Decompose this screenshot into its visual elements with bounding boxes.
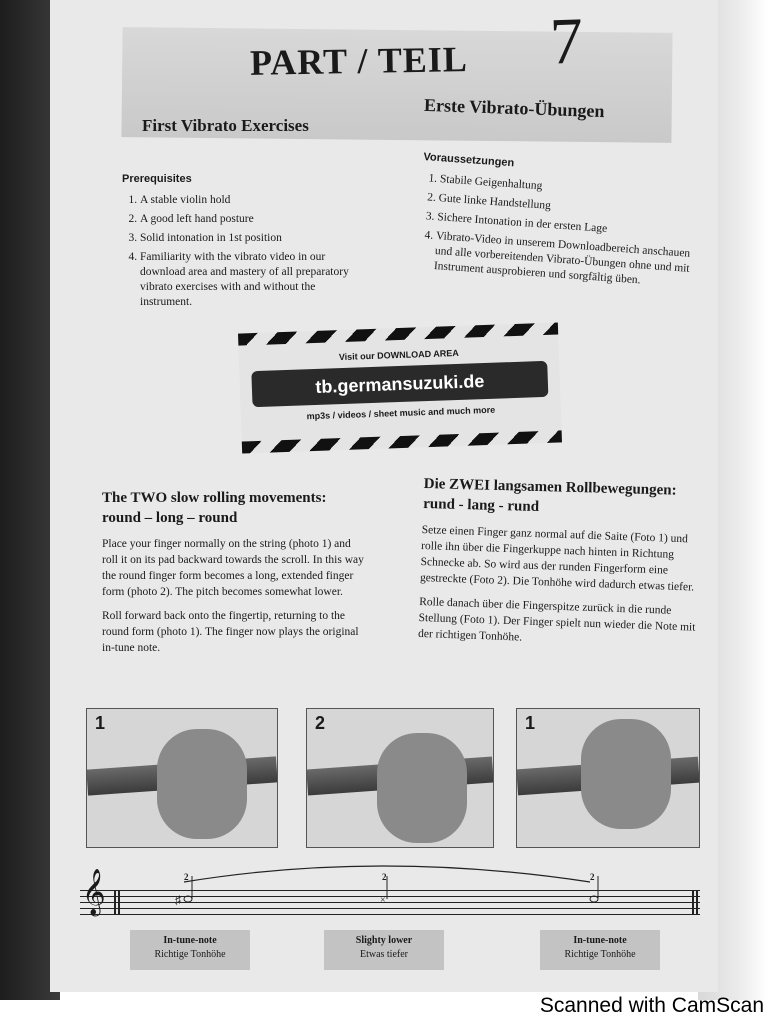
section-heading-de bbox=[423, 474, 677, 521]
note-head bbox=[590, 896, 598, 902]
prerequisites-en bbox=[122, 172, 362, 314]
fingering: 2 bbox=[382, 872, 387, 882]
music-staff bbox=[80, 869, 700, 926]
subtitle-en: First Vibrato Exercises bbox=[142, 116, 309, 135]
subtitle-de: Erste Vibrato-Übungen bbox=[423, 94, 605, 122]
fingering: 2 bbox=[184, 872, 189, 882]
note-label bbox=[130, 930, 250, 970]
note-label bbox=[540, 930, 660, 970]
photo-number: 2 bbox=[315, 713, 326, 733]
photo-number: 1 bbox=[525, 713, 536, 733]
banner-visit-text: Visit our DOWNLOAD AREA bbox=[338, 347, 459, 363]
photo-1 bbox=[86, 708, 278, 848]
note-head bbox=[184, 896, 192, 902]
list-item: 2. Gute linke Handstellung bbox=[438, 191, 710, 225]
hazard-stripes bbox=[238, 322, 558, 345]
label-de: Etwas tiefer bbox=[359, 949, 409, 960]
label-en: In-tune-note bbox=[573, 935, 627, 946]
label-de: Richtige Tonhöhe bbox=[564, 949, 636, 960]
section-body-en bbox=[102, 536, 364, 664]
paragraph: Place your finger normally on the string (photo 1) and roll it on its pad backward towards the scroll. In this way the round finger form becomes a long, extended finger form (photo 2). The pitch becomes somewhat lower. bbox=[102, 538, 364, 598]
list-item: 4. Vibrato-Video in unserem Downloadbereich anschauen und alle vorbereitenden Vibrato-Übungen ohne und mit Instrument ausprobieren und sorgfältig üben. bbox=[433, 229, 707, 293]
photo-3 bbox=[516, 708, 700, 848]
download-banner bbox=[238, 322, 562, 453]
banner-url[interactable]: tb.germansuzuki.de bbox=[251, 361, 548, 407]
book-page bbox=[50, 0, 718, 992]
prerequisites-heading: Voraussetzungen bbox=[423, 150, 515, 170]
heading-line: Die ZWEI langsamen Rollbewegungen: bbox=[423, 475, 677, 499]
note-label bbox=[324, 930, 444, 970]
paragraph: Rolle danach über die Fingerspitze zurück in die runde Stellung (Foto 1). Der Finger spielt nun wieder die Note mit der richtigen Tonhöhe. bbox=[417, 595, 696, 644]
section-body-de bbox=[418, 522, 704, 660]
list-item: 3. Sichere Intonation in der ersten Lage bbox=[437, 210, 709, 244]
list-item: 4. Familiarity with the vibrato video in our download area and mastery of all preparatory vibrato exercises with and without the instrument. bbox=[140, 250, 362, 310]
photo-2 bbox=[306, 708, 494, 848]
section-heading-en bbox=[102, 488, 326, 528]
paragraph: Setze einen Finger ganz normal auf die Saite (Foto 1) und rolle ihn über die Fingerkuppe nach hinten in Richtung Schnecke ab. So wird aus der runden Fingerform eine gestreckte (Foto 2). Die Tonhöhe wird dadurch etwas tiefer. bbox=[419, 523, 695, 594]
paragraph: Roll forward back onto the fingertip, returning to the round form (photo 1). The finger now plays the original in-tune note. bbox=[102, 610, 359, 654]
list-item: 1. Stabile Geigenhaltung bbox=[439, 172, 711, 206]
heading-line: round – long – round bbox=[102, 510, 238, 526]
hazard-stripes bbox=[242, 430, 562, 453]
list-item: 3. Solid intonation in 1st position bbox=[140, 231, 362, 246]
hand-image bbox=[157, 729, 247, 839]
label-de: Richtige Tonhöhe bbox=[154, 949, 226, 960]
prerequisites-heading: Prerequisites bbox=[122, 173, 192, 185]
label-en: Slighty lower bbox=[355, 935, 413, 946]
treble-clef-icon: 𝄞 bbox=[82, 869, 106, 914]
heading-line: rund - lang - rund bbox=[423, 495, 540, 516]
part-number: 7 bbox=[548, 4, 585, 79]
scanner-watermark: Scanned with CamScan bbox=[539, 994, 764, 1017]
hand-image bbox=[581, 719, 671, 829]
list-item: 1. A stable violin hold bbox=[140, 193, 362, 208]
heading-line: The TWO slow rolling movements: bbox=[102, 490, 327, 506]
list-item: 2. A good left hand posture bbox=[140, 212, 362, 227]
prerequisites-de bbox=[415, 150, 713, 297]
notes-svg bbox=[80, 862, 700, 922]
fingering: 2 bbox=[590, 872, 595, 882]
banner-more-text: mp3s / videos / sheet music and much more bbox=[306, 404, 496, 422]
photo-number: 1 bbox=[95, 713, 106, 733]
sharp-icon: ♯ bbox=[175, 893, 181, 907]
page-title: PART / TEIL bbox=[249, 39, 469, 83]
label-en: In-tune-note bbox=[163, 935, 217, 946]
x-note-head: × bbox=[380, 895, 386, 906]
hand-image bbox=[377, 733, 467, 843]
